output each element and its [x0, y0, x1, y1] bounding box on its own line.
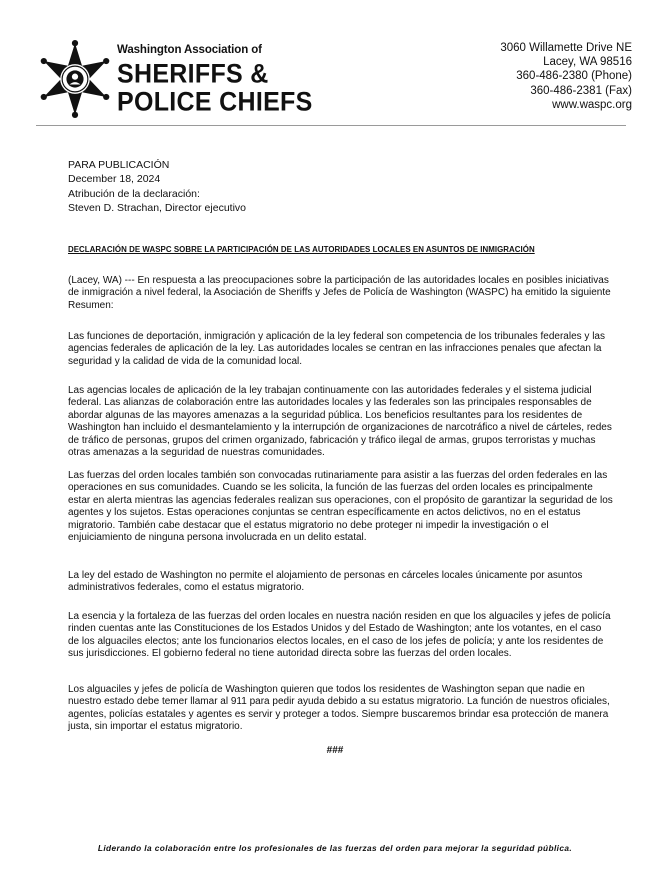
website-link[interactable]: www.waspc.org	[552, 98, 632, 111]
paragraph-5: La esencia y la fortaleza de las fuerzas del orden locales en nuestra nación residen en que los alguaciles y jefes de policía rinden cuentas ante las Constituciones de los Estados Unidos y del Estado de Washington; ante los votantes, en el caso de los alguaciles electos; ante los funcionarios electos locales, en el caso de los jefes de policía; y ante los residentes de sus jurisdicciones. El gobierno federal no tiene autoridad directa sobre las fuerzas del orden locales.	[68, 611, 611, 660]
org-name-small: Washington Association of	[117, 44, 262, 56]
attribution-label: Atribución de la declaración:	[68, 187, 200, 200]
fax-number: 360-486-2381 (Fax)	[530, 84, 632, 97]
release-label: PARA PUBLICACIÓN	[68, 159, 170, 171]
attribution-name: Steven D. Strachan, Director ejecutivo	[68, 202, 246, 215]
address-block	[500, 41, 632, 112]
city-state-zip: Lacey, WA 98516	[543, 56, 632, 69]
paragraph-6: Los alguaciles y jefes de policía de Washington quieren que todos los residentes de Washington sepan que nadie en nuestro estado debe temer llamar al 911 para pedir ayuda debido a su estatus migratorio. La función de nuestros oficiales, agentes, policías estatales y agentes es servir y proteger a todos. Siempre buscaremos brindar esa protección de manera justa, sin importar el estatus migratorio.	[68, 684, 610, 733]
release-date: December 18, 2024	[68, 173, 161, 186]
org-name-line-2: POLICE CHIEFS	[117, 86, 313, 118]
header-divider	[36, 125, 626, 126]
intro-text: (Lacey, WA) --- En respuesta a las preocupaciones sobre la participación de las autoridades locales en posibles iniciativas de inmigración a nivel federal, la Asociación de Sheriffs y Jefes de Policía de Washington (WASPC) ha emitido la siguiente	[68, 275, 611, 299]
phone-number: 360-486-2380 (Phone)	[516, 70, 632, 83]
street-address: 3060 Willamette Drive NE	[500, 42, 632, 54]
paragraph-2: Las agencias locales de aplicación de la ley trabajan continuamente con las autoridades federales y el sistema judicial federal. Las alianzas de colaboración entre las autoridades locales y las federales son las principales responsables de abordar algunas de las mayores amenazas a la seguridad pública. Los beneficios resultantes para los residentes de Washington han incluido el desmantelamiento y la interrupción de organizaciones de narcotráfico a nivel de cárteles, redes de tráfico de personas, grupos del crimen organizado, fabricación y tráfico ilegal de armas, grupos terroristas y muchas otras amenazas a la seguridad de nuestras comunidades.	[68, 385, 612, 459]
release-header	[68, 158, 246, 216]
statement-title: DECLARACIÓN DE WASPC SOBRE LA PARTICIPACIÓN DE LAS AUTORIDADES LOCALES EN ASUNTOS DE INMIGRACIÓN	[68, 245, 535, 254]
paragraph-3: Las fuerzas del orden locales también son convocadas rutinariamente para asistir a las fuerzas del orden federales en las operaciones en sus comunidades. Cuando se les solicita, la función de las fuerzas del orden locales es principalmente estar en alerta mientras las agencias federales realizan sus operaciones, con el propósito de garantizar la seguridad de los agentes y los sujetos. Estas operaciones conjuntas se centran específicamente en actos delictivos, no en el estatus migratorio. También cabe destacar que el estatus migratorio no debe proteger ni impedir la investigación o el enjuiciamiento de ninguna persona involucrada en un delito estatal.	[68, 470, 613, 544]
org-name-line-1: SHERIFFS &	[117, 58, 269, 90]
end-mark: ###	[326, 745, 344, 756]
intro-resumen: Resumen:	[68, 299, 114, 311]
paragraph-1: Las funciones de deportación, inmigración y aplicación de la ley federal son competencia de los tribunales federales y las agencias federales de aplicación de la ley. Las autoridades locales se centran en las infracciones penales que afectan la seguridad y la calidad de vida de la comunidad local.	[68, 331, 605, 367]
paragraph-4: La ley del estado de Washington no permite el alojamiento de personas en cárceles locales únicamente por asuntos administrativos federales, como el estatus migratorio.	[68, 570, 583, 594]
footer-tagline: Liderando la colaboración entre los profesionales de las fuerzas del orden para mejorar la seguridad pública.	[97, 843, 573, 853]
sheriff-star-logo-icon	[36, 40, 114, 118]
intro-paragraph	[68, 275, 614, 312]
